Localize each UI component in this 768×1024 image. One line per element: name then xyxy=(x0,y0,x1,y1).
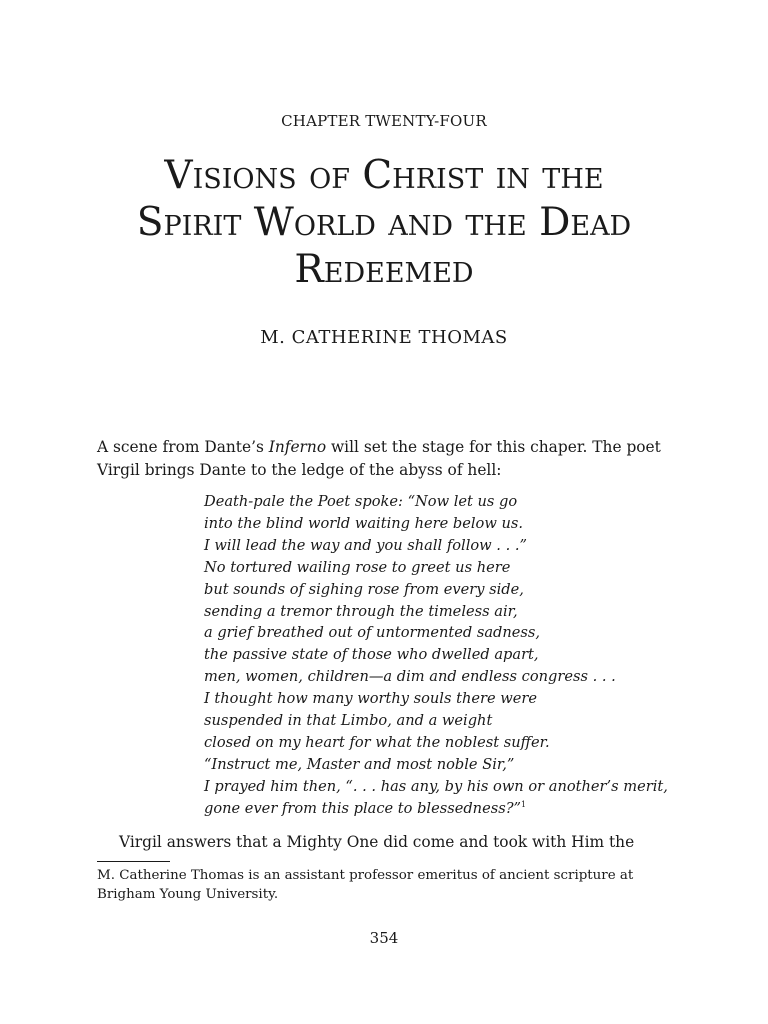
poem-line xyxy=(204,688,684,710)
chapter-title-line-2: Spirit World and the Dead xyxy=(136,200,632,245)
poem-line xyxy=(204,732,684,754)
poem-line xyxy=(204,491,684,513)
poem-line-text: the passive state of those who dwelled apart, xyxy=(204,646,539,664)
chapter-title xyxy=(60,152,708,293)
poem-line xyxy=(204,754,684,776)
poem-line xyxy=(204,557,684,579)
poem-line-text: No tortured wailing rose to greet us here xyxy=(204,558,511,576)
poem-line-text: Death-pale the Poet spoke: “Now let us go xyxy=(204,493,518,510)
chapter-title-line-1: Visions of Christ in the xyxy=(164,153,604,198)
poem-line xyxy=(204,644,684,666)
poem-line-text: I thought how many worthy souls there were xyxy=(204,690,537,708)
poem-line xyxy=(204,513,684,535)
poem-line xyxy=(204,666,684,688)
poem-line-text: “Instruct me, Master and most noble Sir,” xyxy=(204,755,515,773)
poem-line xyxy=(204,579,684,601)
intro-text-before: A scene from Dante’s xyxy=(97,438,269,456)
chapter-label: CHAPTER TWENTY-FOUR xyxy=(281,112,487,130)
poem-line xyxy=(204,798,684,820)
poem-line xyxy=(204,710,684,732)
poem-line xyxy=(204,776,684,798)
intro-text-after: will set the stage for this chaper. The poet Virgil brings Dante to the ledge of the abyss of hell: xyxy=(97,438,661,479)
chapter-title-line-3: Redeemed xyxy=(294,247,474,292)
poem-line xyxy=(204,535,684,557)
poem-line-text: gone ever from this place to blessedness?” xyxy=(204,799,521,817)
poem-line-text: I will lead the way and you shall follow . . .” xyxy=(204,536,527,554)
intro-paragraph xyxy=(97,436,677,482)
poem-line-text: into the blind world waiting here below us. xyxy=(204,514,524,532)
poem-line-text: closed on my heart for what the noblest suffer. xyxy=(204,733,550,751)
poem-line-text: sending a tremor through the timeless air, xyxy=(204,602,518,620)
poem-line xyxy=(204,622,684,644)
intro-book-title: Inferno xyxy=(268,438,327,456)
author-footnote: M. Catherine Thomas is an assistant professor emeritus of ancient scripture at Brigham Young University. xyxy=(97,868,634,902)
page-number: 354 xyxy=(369,929,399,947)
poem-line-text: suspended in that Limbo, and a weight xyxy=(204,712,493,730)
poem-line-text: men, women, children—a dim and endless congress . . . xyxy=(204,668,616,686)
poem-line-text: but sounds of sighing rose from every side, xyxy=(204,580,524,598)
footnote-divider xyxy=(97,861,170,862)
poem-line xyxy=(204,601,684,623)
poem-line-text: a grief breathed out of untormented sadness, xyxy=(204,624,541,642)
footnote-reference: 1 xyxy=(521,799,527,809)
author-name: M. CATHERINE THOMAS xyxy=(260,327,508,348)
poem-quote xyxy=(204,491,684,820)
poem-line-text: I prayed him then, “. . . has any, by his own or another’s merit, xyxy=(204,777,668,795)
continuation-paragraph: Virgil answers that a Mighty One did come and took with Him the xyxy=(119,833,635,851)
